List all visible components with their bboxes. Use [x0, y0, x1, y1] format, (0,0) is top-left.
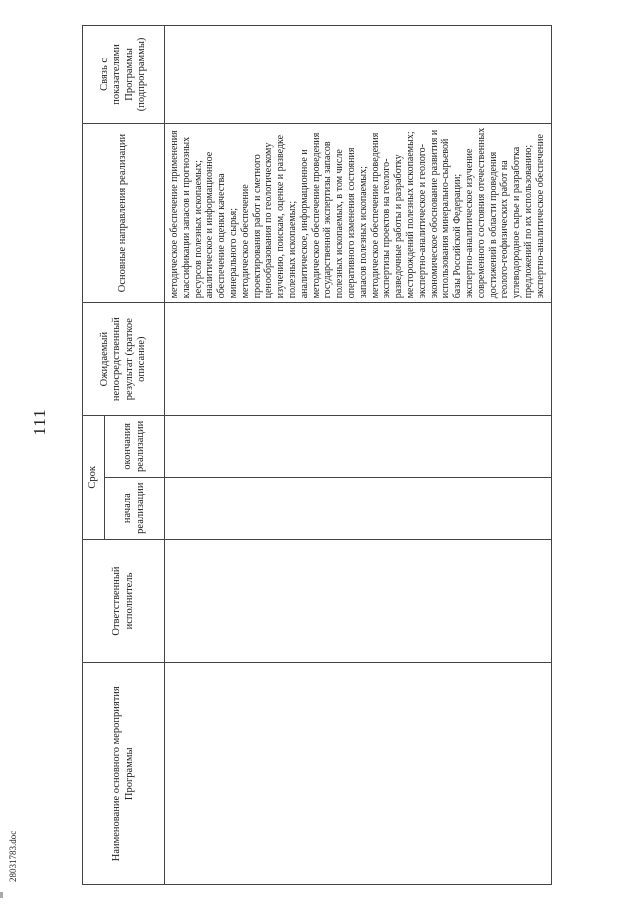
- cell-expected-result: [165, 303, 552, 416]
- direction-line: месторождений полезных ископаемых;: [404, 131, 416, 299]
- direction-line: современного состояния отечественных: [475, 127, 487, 299]
- direction-line: разведочные работы и разработку: [393, 154, 405, 299]
- header-term: Срок: [83, 415, 105, 539]
- page-edge-mark: [0, 892, 3, 898]
- direction-line: аналитическое, информационное и: [298, 149, 310, 299]
- direction-line: базы Российской Федерации;: [452, 173, 464, 299]
- direction-line: оперативного изменения состояния: [345, 147, 357, 299]
- direction-line: проектирования работ и сметного: [251, 154, 263, 299]
- direction-line: использования минерально-сырьевой: [440, 138, 452, 299]
- direction-line: экспертизы проектов на геолого-: [381, 158, 393, 299]
- direction-line: геолого-геофизических работ на: [499, 160, 511, 299]
- header-main-directions: Основные направления реализации: [83, 123, 165, 302]
- direction-line: методическое обеспечение: [239, 184, 251, 299]
- cell-term-start: [165, 477, 552, 539]
- direction-line: достижений в области проведения: [487, 151, 499, 299]
- table-row: [165, 26, 552, 885]
- header-link: Связь с показателями Программы (подпрограммы): [83, 26, 165, 124]
- direction-line: методическое обеспечение проведения: [310, 132, 322, 299]
- direction-line: аналитическое и информационное: [204, 151, 216, 299]
- direction-line: методическое обеспечение проведения: [369, 132, 381, 299]
- direction-line: предложений по их использованию;: [522, 144, 534, 299]
- program-events-table: [82, 25, 552, 885]
- rotated-page: [82, 25, 547, 885]
- direction-line: углеводородное сырье и разработка: [511, 146, 523, 299]
- header-term-start: начала реализации: [105, 477, 165, 539]
- cell-link: [165, 26, 552, 124]
- direction-line: полезных ископаемых;: [286, 200, 298, 299]
- cell-term-end: [165, 415, 552, 477]
- direction-line: минерального сырья;: [227, 207, 239, 299]
- header-executor: Ответственный исполнитель: [83, 539, 165, 663]
- cell-event-name: [165, 663, 552, 885]
- direction-line: экспертно-аналитическое изучение: [463, 148, 475, 299]
- header-row-top: [83, 26, 105, 885]
- direction-line: ресурсов полезных ископаемых;: [192, 160, 204, 299]
- direction-line: изучению, поискам, оценке и разведке: [275, 134, 287, 299]
- page-number: 111: [30, 408, 49, 436]
- direction-line: государственной экспертизы запасов: [322, 141, 334, 299]
- document-code: 28031783.doc: [8, 830, 18, 882]
- direction-line: экспертно-аналитическое обеспечение: [534, 134, 546, 299]
- cell-main-directions: [165, 123, 552, 302]
- direction-line: запасов полезных ископаемых;: [357, 166, 369, 299]
- direction-line: экспертно-аналитическое и геолого-: [416, 143, 428, 299]
- direction-line: классификации запасов и прогнозных: [180, 136, 192, 299]
- direction-line: ценообразования по геологическому: [263, 142, 275, 299]
- direction-line: обеспечение оценки качества: [216, 173, 228, 299]
- header-expected-result: Ожидаемый непосредственный результат (краткое описание): [83, 303, 165, 416]
- direction-line: методическое обеспечение применения: [169, 130, 180, 299]
- direction-line: полезных ископаемых, в том числе: [334, 149, 346, 299]
- direction-line: экономическое обоснование развития и: [428, 129, 440, 299]
- header-event-name: Наименование основного мероприятия Программы: [83, 663, 165, 885]
- cell-executor: [165, 539, 552, 663]
- header-term-end: окончания реализации: [105, 415, 165, 477]
